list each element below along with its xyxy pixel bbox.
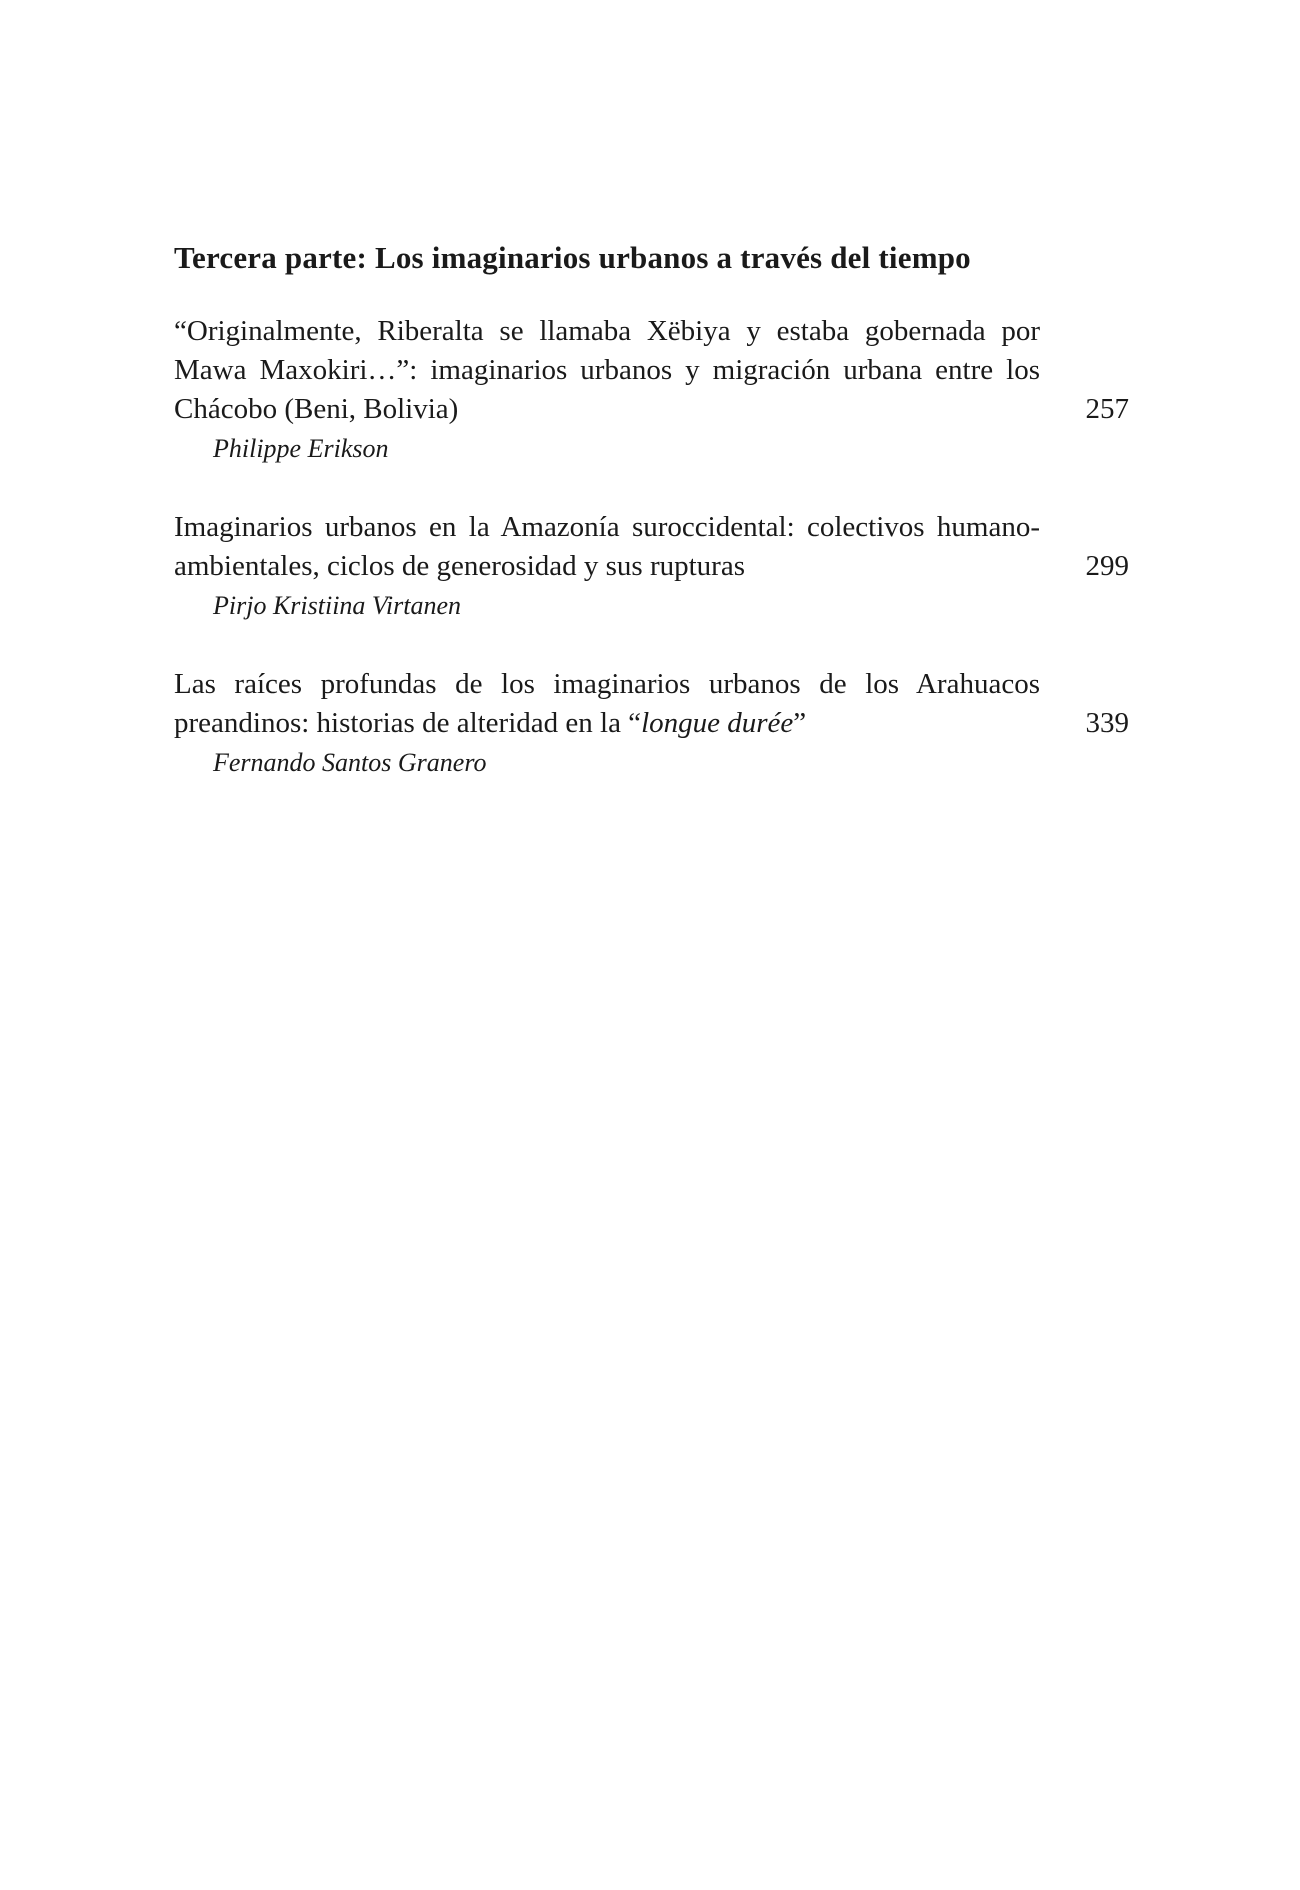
entry-title: “Originalmente, Riberalta se llamaba Xëbiya y estaba gobernada por Mawa Maxokiri…”: imaginarios urbanos y migración urbana entre los Chácobo (Beni, Bolivia) [174,315,1040,425]
toc-entry[interactable] [174,508,1129,624]
entry-title [174,665,1040,743]
entry-author: Fernando Santos Granero [213,748,487,777]
entry-title-italic-phrase: longue durée [641,707,794,739]
section-heading: Tercera parte: Los imaginarios urbanos a través del tiempo [174,240,971,275]
entry-page-number: 299 [1085,550,1129,582]
entry-title-closing-quote: ” [793,707,807,739]
entry-author: Pirjo Kristiina Virtanen [213,591,461,620]
entry-title: Imaginarios urbanos en la Amazonía suroccidental: colectivos humano-ambientales, ciclos de generosidad y sus rupturas [174,511,1040,582]
entry-page-number: 257 [1085,393,1129,425]
entry-page-number: 339 [1085,707,1129,739]
entry-author: Philippe Erikson [213,434,389,463]
toc-entry[interactable] [174,312,1129,467]
toc-entry[interactable] [174,665,1129,781]
entry-title-text: Las raíces profundas de los imaginarios urbanos de los Arahuacos preandinos: historias de alteridad en la “ [174,668,1040,739]
